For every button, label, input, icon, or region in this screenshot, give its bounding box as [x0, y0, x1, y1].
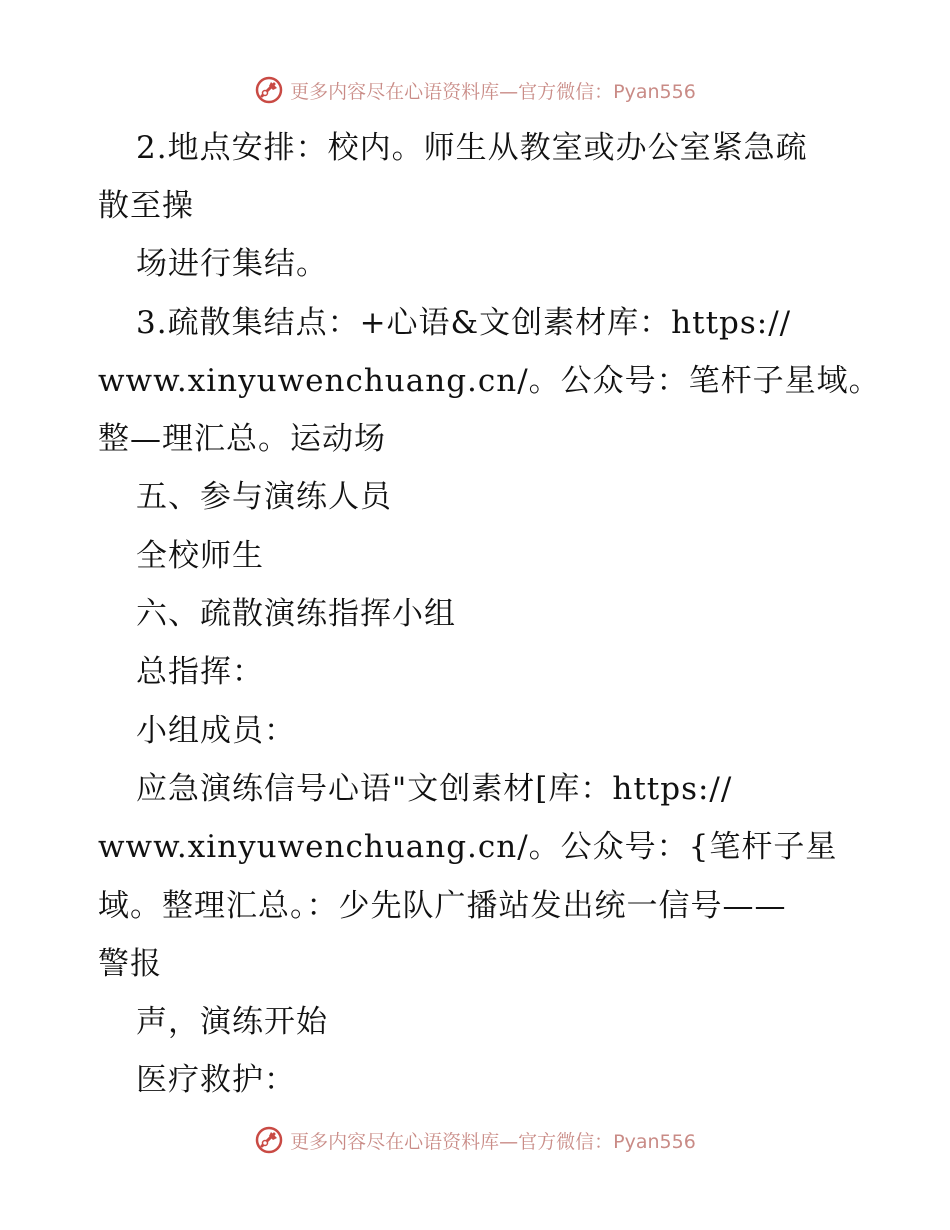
body-line: 小组成员：	[136, 713, 296, 749]
body-line: 2.地点安排：校内。师生从教室或办公室紧急疏	[136, 130, 808, 166]
body-line: www.xinyuwenchuang.cn/。公众号：{笔杆子星	[98, 829, 838, 865]
body-line: 场进行集结。	[136, 246, 328, 282]
body-line: 全校师生	[136, 538, 264, 574]
body-line: 五、参与演练人员	[136, 479, 392, 515]
body-line: 六、疏散演练指挥小组	[136, 596, 456, 632]
body-line: 散至操	[98, 188, 194, 224]
body-line: 警报	[98, 946, 162, 982]
body-line: 整—理汇总。运动场	[98, 421, 386, 457]
body-line: 3.疏散集结点：+心语&文创素材库：https://	[136, 305, 792, 341]
body-line: 总指挥：	[136, 654, 264, 690]
footer-banner	[0, 1120, 950, 1160]
red-seal-logo-icon	[254, 1125, 284, 1155]
body-line: www.xinyuwenchuang.cn/。公众号：笔杆子星域。	[98, 363, 881, 399]
body-line: 应急演练信号心语"文创素材[库：https://	[136, 771, 733, 807]
footer-banner-text: 更多内容尽在心语资料库—官方微信：Pyan556	[290, 1130, 696, 1153]
body-line: 医疗救护：	[136, 1062, 296, 1098]
header-banner-text: 更多内容尽在心语资料库—官方微信：Pyan556	[290, 80, 696, 103]
body-line: 声，演练开始	[136, 1004, 328, 1040]
body-line: 域。整理汇总。：少先队广播站发出统一信号——	[98, 888, 787, 924]
